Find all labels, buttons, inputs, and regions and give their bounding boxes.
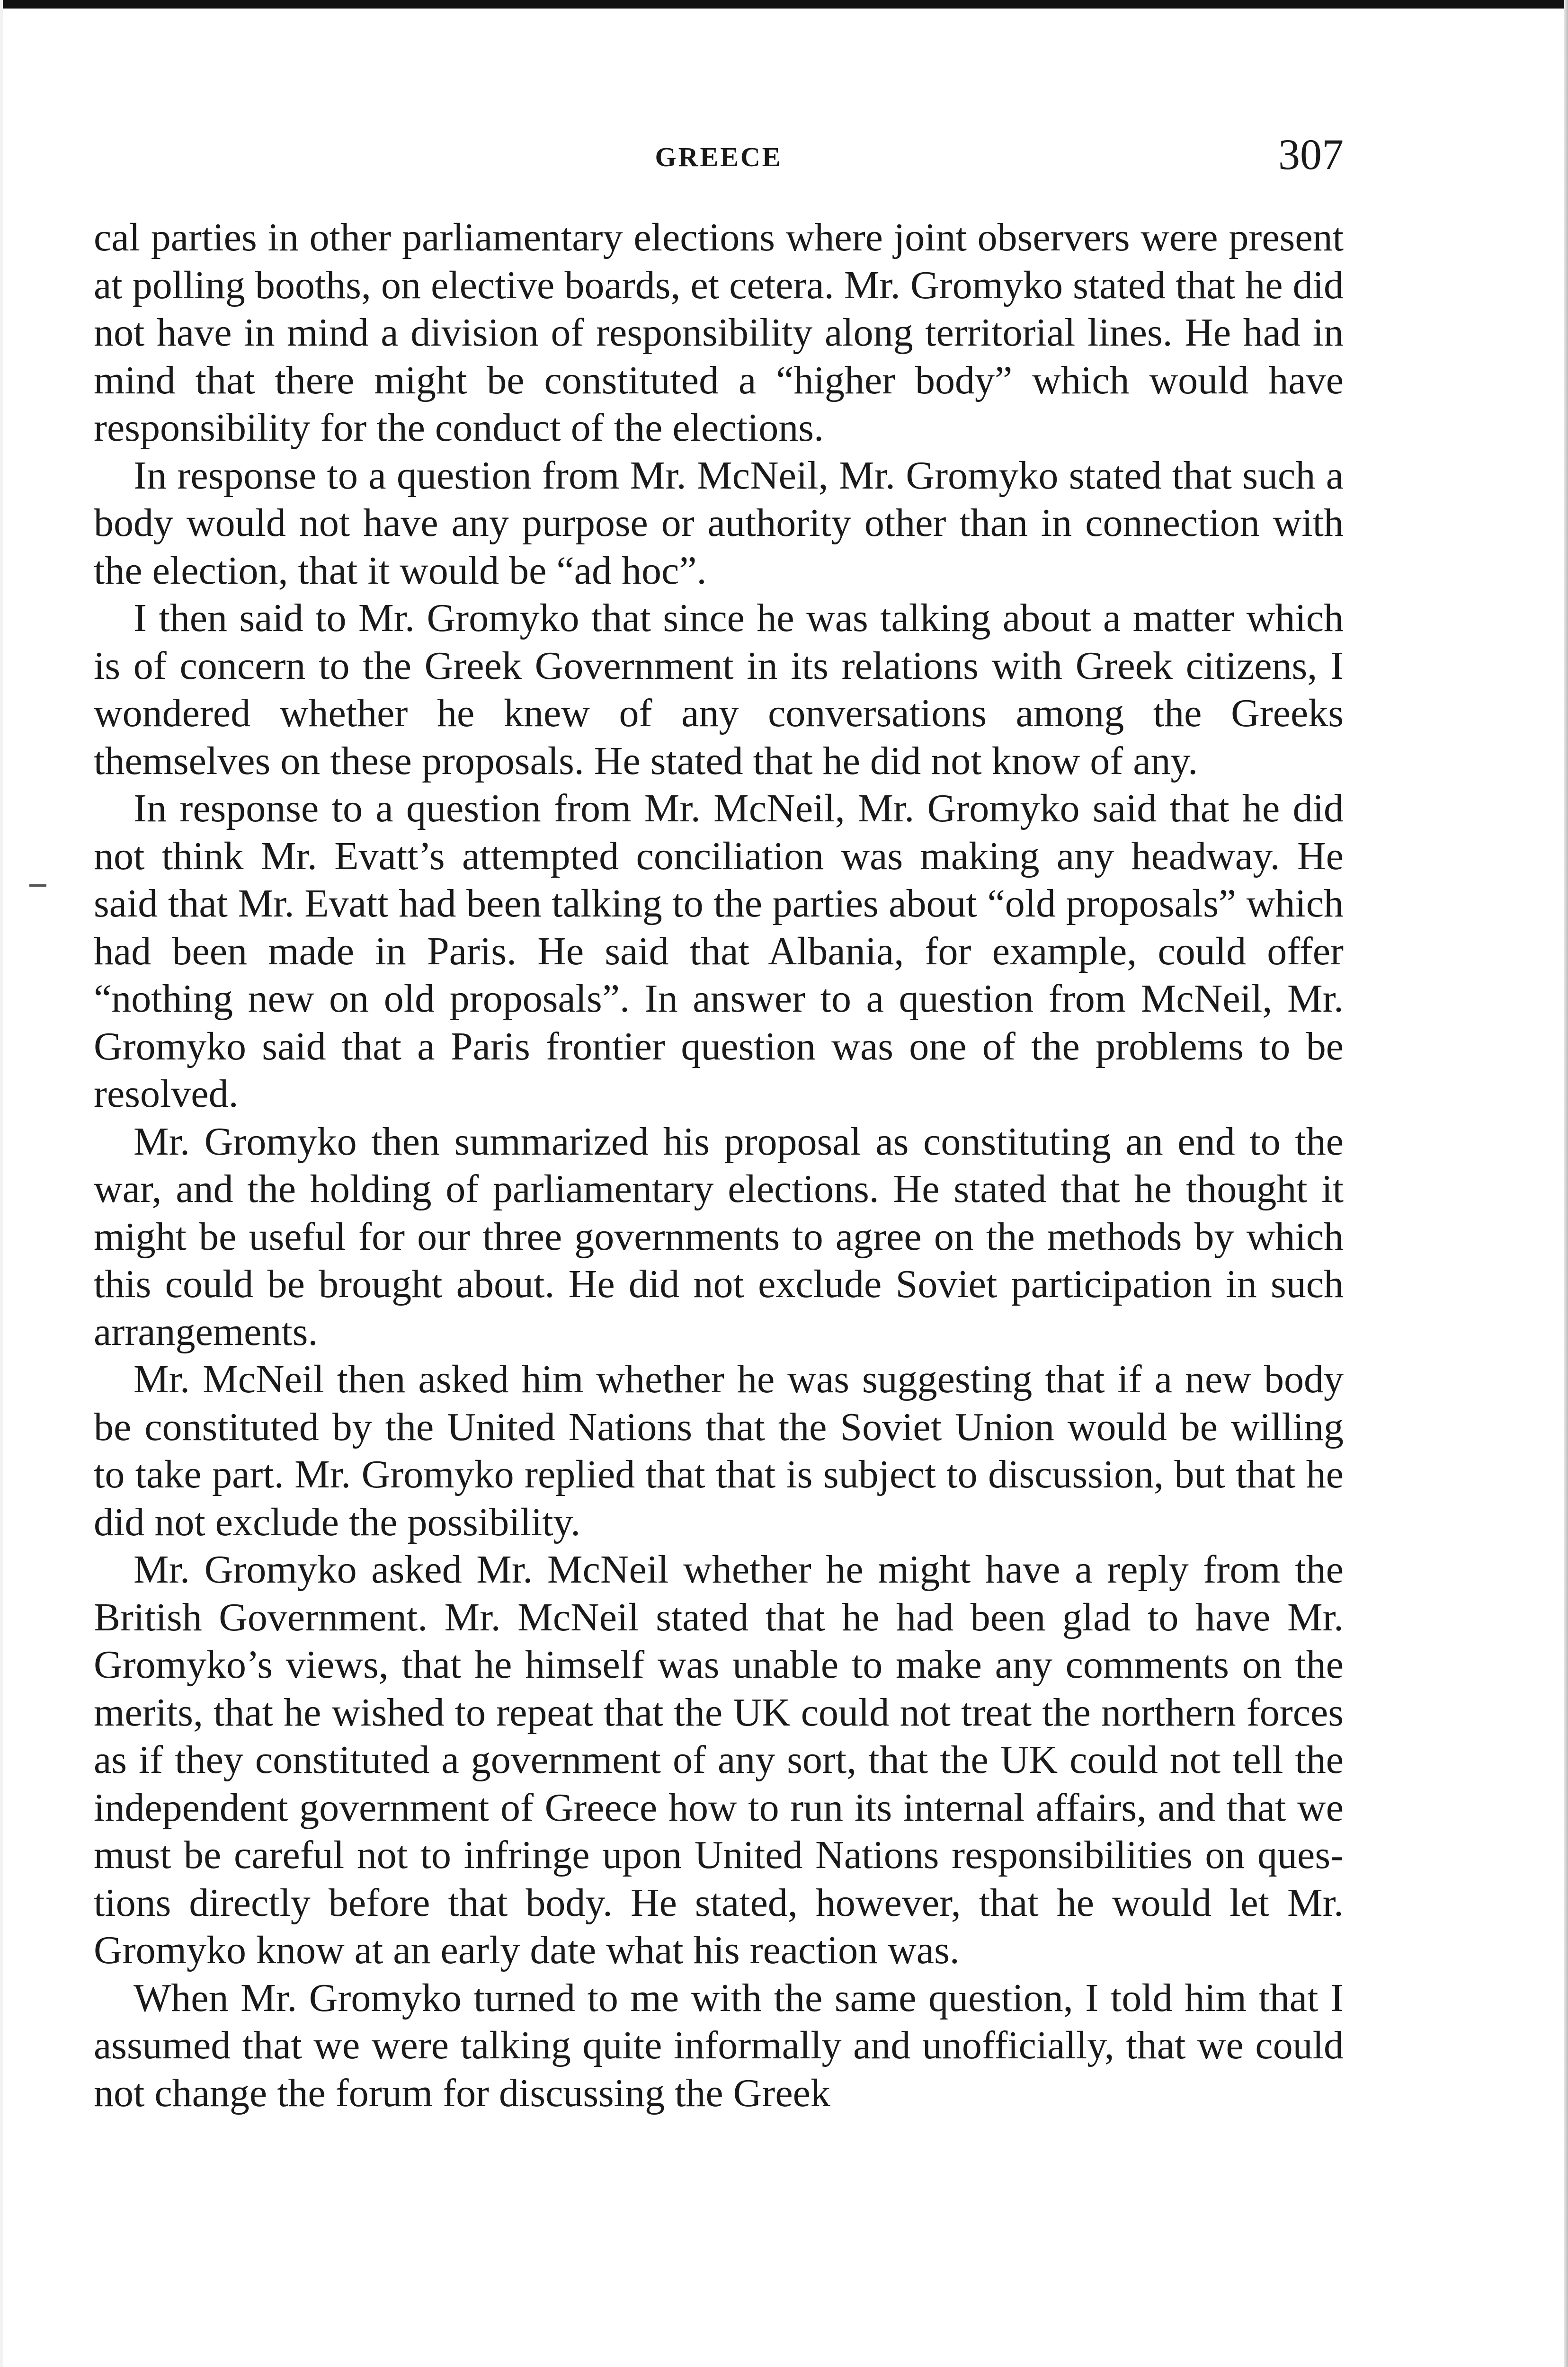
top-border [0, 0, 1568, 9]
paragraph-6: Mr. McNeil then asked him whether he was suggesting that if a new body be constituted by the United Nations that the Soviet Union would be willing to take part. Mr. Gromyko replied that that is subject to discussion, but that he did not exclude the possibility. [94, 1357, 1344, 1544]
paragraph-1: cal parties in other parliamentary elections where joint observers were present at polling booths, on elective boards, et cetera. Mr. Gromyko stated that he did not have in mind a division of responsibility along territorial lines. He had in mind that there might be constituted a “higher body” which would have responsibility for the conduct of the elections. [94, 215, 1344, 450]
paragraph-4: In response to a question from Mr. McNeil, Mr. Gromyko said that he did not think Mr. Evatt’s attempted conciliation was making any headway. He said that Mr. Evatt had been talking to the parties about “old proposals” which had been made in Paris. He said that Albania, for example, could offer “nothing new on old proposals”. In answer to a question from McNeil, Mr. Gromyko said that a Paris frontier question was one of the problems to be resolved. [94, 786, 1344, 1116]
page-number: 307 [1278, 130, 1344, 178]
paragraph-3: I then said to Mr. Gromyko that since he was talking about a matter which is of concern to the Greek Government in its relations with Greek citizens, I wondered whether he knew of any conversations among the Greeks themselves on these proposals. He stated that he did not know of any. [94, 596, 1344, 783]
paragraph-7: Mr. Gromyko asked Mr. McNeil whether he might have a reply from the British Government. Mr. McNeil stated that he had been glad to have Mr. Gromyko’s views, that he himself was unable to make any comments on the merits, that he wished to repeat that the UK could not treat the northern forces as if they constituted a government of any sort, that the UK could not tell the independent government of Greece how to run its internal affairs, and that we must be careful not to infringe upon United Nations responsibilities on questions directly before that body. He stated, however, that he would let Mr. Gromyko know at an early date what his reaction was. [94, 1548, 1344, 1972]
margin-tick-mark [29, 884, 46, 887]
paragraph-2: In response to a question from Mr. McNeil, Mr. Gromyko stated that such a body would not have any purpose or authority other than in connection with the election, that it would be “ad hoc”. [94, 453, 1344, 593]
running-head [94, 130, 1344, 185]
body-text [94, 214, 1344, 2117]
running-title: GREECE [655, 142, 783, 172]
right-page-edge [1564, 0, 1568, 2367]
paragraph-5: Mr. Gromyko then summarized his proposal as constituting an end to the war, and the holding of parliamentary elections. He stated that he thought it might be useful for our three governments to agree on the methods by which this could be brought about. He did not exclude Soviet participation in such arrangements. [94, 1119, 1344, 1354]
paragraph-8: When Mr. Gromyko turned to me with the same question, I told him that I assumed that we were talking quite informally and unofficially, that we could not change the forum for discussing the Greek [94, 1975, 1344, 2115]
left-page-edge [0, 0, 3, 2367]
